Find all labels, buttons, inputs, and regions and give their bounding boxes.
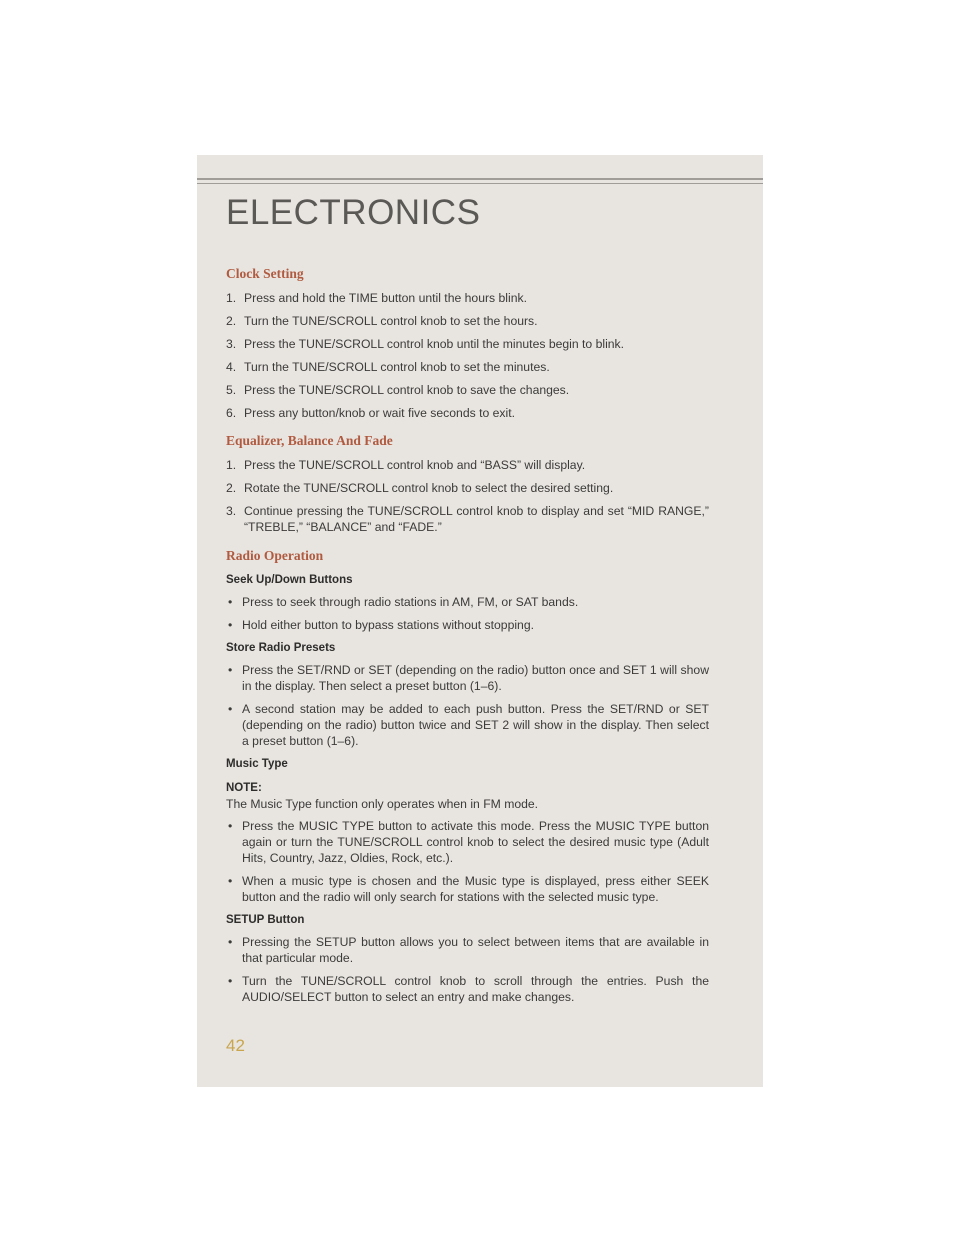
- music-bullets: [226, 818, 709, 905]
- bullet-text: Turn the TUNE/SCROLL control knob to scroll through the entries. Push the AUDIO/SELECT button to select an entry and make changes.: [242, 974, 709, 1004]
- list-item: [226, 701, 709, 749]
- bullet-text: Press to seek through radio stations in AM, FM, or SAT bands.: [242, 595, 579, 609]
- bullet-icon: •: [228, 595, 233, 609]
- section-title: ELECTRONICS: [226, 193, 481, 232]
- bullet-icon: •: [228, 874, 233, 888]
- bullet-icon: •: [228, 663, 233, 677]
- bullet-text: Pressing the SETUP button allows you to select between items that are available in that particular mode.: [242, 935, 709, 965]
- presets-bullets: [226, 662, 709, 749]
- step-text: Continue pressing the TUNE/SCROLL control knob to display and set “MID RANGE,” “TREBLE,” “BALANCE” and “FADE.”: [244, 504, 709, 534]
- list-item: [226, 503, 709, 535]
- header-rule: [197, 178, 763, 180]
- note-text: The Music Type function only operates when in FM mode.: [226, 797, 539, 811]
- seek-buttons-subheading: Seek Up/Down Buttons: [226, 574, 353, 586]
- list-item: [226, 313, 709, 329]
- step-text: Rotate the TUNE/SCROLL control knob to select the desired setting.: [244, 481, 614, 495]
- step-number: 6.: [226, 406, 237, 420]
- list-item: [226, 480, 709, 496]
- page-number: 42: [226, 1036, 245, 1055]
- bullet-text: Press the SET/RND or SET (depending on the radio) button once and SET 1 will show in the display. Then select a preset button (1–6).: [242, 663, 709, 693]
- bullet-icon: •: [228, 819, 233, 833]
- list-item: [226, 934, 709, 966]
- step-number: 3.: [226, 337, 237, 351]
- list-item: [226, 662, 709, 694]
- list-item: [226, 457, 709, 473]
- step-text: Turn the TUNE/SCROLL control knob to set the hours.: [244, 314, 538, 328]
- list-item: [226, 405, 709, 421]
- equalizer-steps-list: [226, 457, 709, 535]
- radio-operation-heading: Radio Operation: [226, 548, 324, 563]
- step-text: Press any button/knob or wait five seconds to exit.: [244, 406, 515, 420]
- bullet-icon: •: [228, 935, 233, 949]
- music-type-subheading: Music Type: [226, 758, 288, 770]
- step-text: Turn the TUNE/SCROLL control knob to set the minutes.: [244, 360, 550, 374]
- setup-bullets: [226, 934, 709, 1005]
- manual-page: [197, 155, 763, 1087]
- list-item: [226, 359, 709, 375]
- equalizer-heading: Equalizer, Balance And Fade: [226, 433, 393, 448]
- clock-steps-list: [226, 290, 709, 421]
- bullet-text: When a music type is chosen and the Music type is displayed, press either SEEK button and the radio will only search for stations with the selected music type.: [242, 874, 709, 904]
- list-item: [226, 382, 709, 398]
- step-number: 1.: [226, 291, 237, 305]
- step-text: Press and hold the TIME button until the hours blink.: [244, 291, 527, 305]
- step-text: Press the TUNE/SCROLL control knob until the minutes begin to blink.: [244, 337, 625, 351]
- bullet-text: Hold either button to bypass stations without stopping.: [242, 618, 535, 632]
- step-number: 5.: [226, 383, 237, 397]
- list-item: [226, 617, 709, 633]
- list-item: [226, 290, 709, 306]
- list-item: [226, 594, 709, 610]
- clock-setting-heading: Clock Setting: [226, 266, 304, 281]
- page-content: [226, 266, 709, 1012]
- list-item: [226, 873, 709, 905]
- bullet-icon: •: [228, 974, 233, 988]
- step-text: Press the TUNE/SCROLL control knob to save the changes.: [244, 383, 570, 397]
- step-number: 1.: [226, 458, 237, 472]
- bullet-text: Press the MUSIC TYPE button to activate this mode. Press the MUSIC TYPE button again or turn the TUNE/SCROLL control knob to select the desired music type (Adult Hits, Country, Jazz, Oldies, Rock, etc.).: [242, 819, 709, 865]
- list-item: [226, 973, 709, 1005]
- store-presets-subheading: Store Radio Presets: [226, 642, 336, 654]
- bullet-text: A second station may be added to each push button. Press the SET/RND or SET (depending on the radio) button twice and SET 2 will show in the display. Then select a preset button (1–6).: [242, 702, 709, 748]
- step-number: 4.: [226, 360, 237, 374]
- step-number: 2.: [226, 481, 237, 495]
- list-item: [226, 818, 709, 866]
- step-text: Press the TUNE/SCROLL control knob and “BASS” will display.: [244, 458, 586, 472]
- list-item: [226, 336, 709, 352]
- note-label: NOTE:: [226, 782, 262, 794]
- step-number: 3.: [226, 504, 237, 518]
- step-number: 2.: [226, 314, 237, 328]
- bullet-icon: •: [228, 618, 233, 632]
- bullet-icon: •: [228, 702, 233, 716]
- header-rule-thin: [197, 183, 763, 184]
- seek-bullets: [226, 594, 709, 633]
- setup-button-subheading: SETUP Button: [226, 914, 305, 926]
